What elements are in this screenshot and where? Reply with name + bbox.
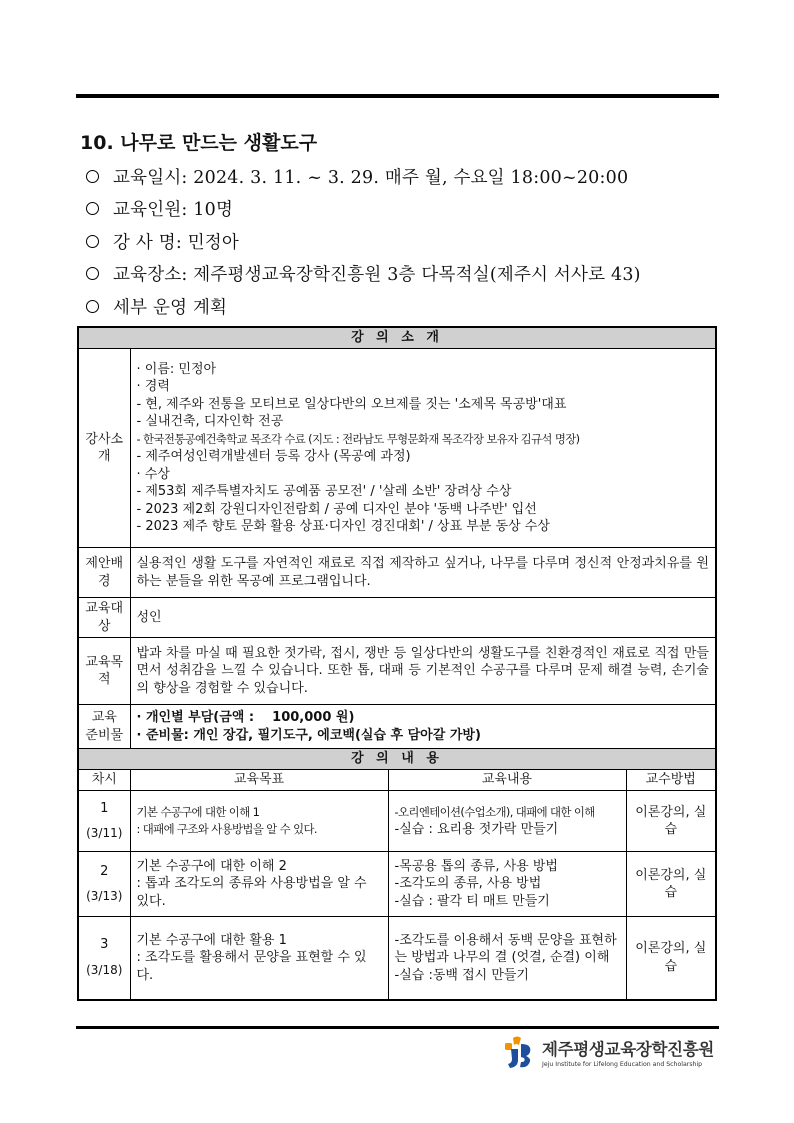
info-item-plan: 세부 운영 계획: [86, 290, 726, 323]
content-cell: -목공용 톱의 종류, 사용 방법 -조각도의 종류, 사용 방법 -실습 : 팔각 티 매트 만들기: [388, 852, 626, 917]
background-text: 실용적인 생활 도구를 자연적인 재료로 직접 제작하고 싶거나, 나무를 다루며 정신적 안정과치유를 원하는 분들을 위한 목공예 프로그램입니다.: [130, 548, 716, 598]
session-cell: 3 (3/18): [78, 917, 130, 1000]
instructor-label: 강사소개: [78, 349, 130, 548]
circle-bullet-icon: [86, 202, 99, 215]
supplies-cost: · 개인별 부담(금액 : 100,000 원): [136, 710, 355, 725]
org-name-en: Jeju Institute for Lifelong Education and Scholarship: [542, 1061, 703, 1068]
footer-logo: [502, 1034, 714, 1070]
table-row: [78, 852, 716, 917]
circle-bullet-icon: [86, 170, 99, 183]
content-cell: -오리엔테이션(수업소개), 대패에 대한 이해 -실습 : 요리용 젓가락 만들기: [388, 791, 626, 852]
program-table: [77, 326, 717, 1001]
instructor-line: · 경력: [136, 379, 170, 394]
section-title: 10. 나무로 만드는 생활도구: [80, 132, 318, 154]
background-label: 제안배경: [78, 548, 130, 598]
circle-bullet-icon: [86, 300, 99, 313]
circle-bullet-icon: [86, 235, 99, 248]
supplies-items: · 준비물: 개인 장갑, 필기도구, 에코백(실습 후 담아갈 가방): [136, 727, 481, 743]
purpose-text: 밥과 차를 마실 때 필요한 젓가락, 접시, 쟁반 등 일상다반의 생활도구를 친환경적인 재료로 직접 만들면서 성취감을 느낄 수 있습니다. 또한 톱, 대패 등 기본적인 수공구를 다루며 문제 해결 능력, 손기술의 향상을 경험할 수 있습니다.: [130, 638, 716, 705]
instructor-line: - 한국전통공예건축학교 목조각 수료 (지도 : 전라남도 무형문화재 목조각장 보유자 김규석 명장): [136, 431, 580, 446]
info-item-instructor: 강 사 명: 민정아: [86, 225, 726, 258]
goal-cell: 기본 수공구에 대한 활용 1 : 조각도를 활용해서 문양을 표현할 수 있다.: [130, 917, 388, 1000]
instructor-line: - 제53회 제주특별자치도 공예품 공모전' / '살레 소반' 장려상 수상: [136, 484, 512, 499]
column-header-content: 교육내용: [388, 770, 626, 791]
instructor-line: - 실내건축, 디자인학 전공: [136, 414, 284, 429]
info-item-capacity: 교육인원: 10명: [86, 193, 726, 226]
method-cell: 이론강의, 실습: [626, 791, 716, 852]
method-cell: 이론강의, 실습: [626, 852, 716, 917]
content-header: 강 의 내 용: [78, 749, 716, 770]
info-item-date: 교육일시: 2024. 3. 11. ~ 3. 29. 매주 월, 수요일 18:00~20:00: [86, 160, 726, 193]
instructor-line: - 현, 제주와 전통을 모티브로 일상다반의 오브제를 짓는 '소제목 목공방'대표: [136, 396, 567, 412]
purpose-label: 교육목적: [78, 638, 130, 705]
org-name: 제주평생교육장학진흥원: [542, 1040, 715, 1059]
info-list: [86, 160, 726, 323]
table-row: [78, 917, 716, 1000]
top-rule: [76, 94, 719, 98]
instructor-line: · 수상: [136, 466, 170, 482]
jeju-institute-logo-icon: [502, 1034, 536, 1070]
column-header-goal: 교육목표: [130, 770, 388, 791]
instructor-details: [130, 349, 716, 548]
org-name-block: [542, 1036, 714, 1068]
goal-cell: 기본 수공구에 대한 이해 2 : 톱과 조각도의 종류와 사용방법을 알 수 있다.: [130, 852, 388, 917]
instructor-line: - 제주여성인력개발센터 등록 강사 (목공예 과정): [136, 449, 411, 464]
supplies-label: 교육 준비물: [78, 705, 130, 749]
column-header-session: 차시: [78, 770, 130, 791]
intro-header: 강 의 소 개: [78, 327, 716, 349]
session-cell: 1 (3/11): [78, 791, 130, 852]
target-label: 교육대상: [78, 598, 130, 638]
info-item-location: 교육장소: 제주평생교육장학진흥원 3층 다목적실(제주시 서사로 43): [86, 258, 726, 291]
goal-cell: 기본 수공구에 대한 이해 1 : 대패에 구조와 사용방법을 알 수 있다.: [130, 791, 388, 852]
circle-bullet-icon: [86, 267, 99, 280]
supplies-details: [130, 705, 716, 749]
instructor-line: - 2023 제2회 강원디자인전람회 / 공예 디자인 분야 '동백 나주반' 입선: [136, 501, 537, 517]
session-cell: 2 (3/13): [78, 852, 130, 917]
instructor-line: - 2023 제주 향토 문화 활용 상표·디자인 경진대회' / 상표 부분 동상 수상: [136, 519, 550, 534]
content-column-headers: [78, 770, 716, 791]
content-cell: -조각도를 이용해서 동백 문양을 표현하는 방법과 나무의 결 (엇결, 순결) 이해 -실습 :동백 접시 만들기: [388, 917, 626, 1000]
target-text: 성인: [130, 598, 716, 638]
table-row: [78, 791, 716, 852]
instructor-line: · 이름: 민정아: [136, 361, 217, 377]
method-cell: 이론강의, 실습: [626, 917, 716, 1000]
column-header-method: 교수방법: [626, 770, 716, 791]
bottom-rule: [76, 1026, 719, 1029]
